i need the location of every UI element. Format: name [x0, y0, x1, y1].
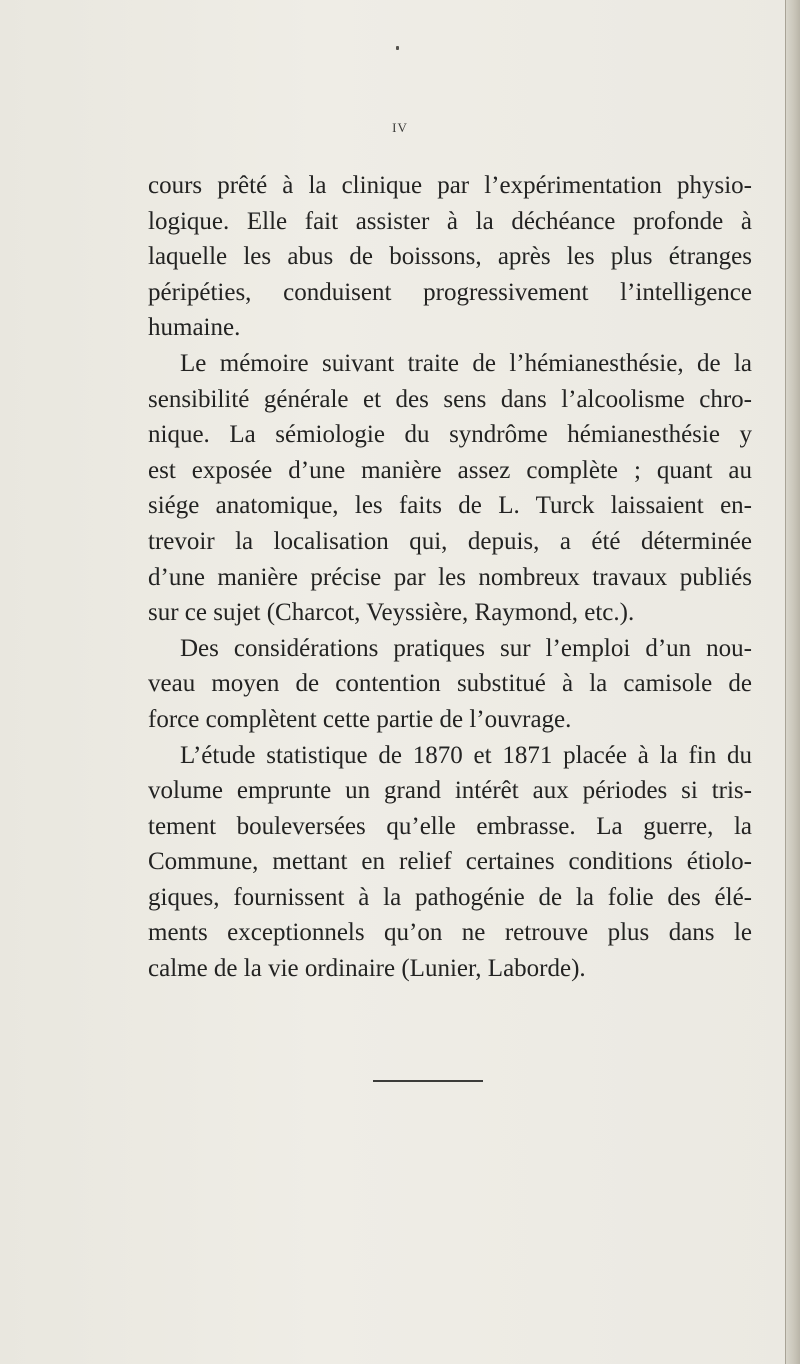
- ink-speck: [396, 46, 399, 50]
- text-line: volume emprunte un grand intérêt aux périodes si tris-: [148, 777, 752, 805]
- text-line: siége anatomique, les faits de L. Turck laissaient en-: [148, 492, 752, 520]
- page-edge: [785, 0, 800, 1364]
- section-rule: [373, 1080, 483, 1082]
- text-line: péripéties, conduisent progressivement l’intelligence: [148, 278, 752, 306]
- text-line: cours prêté à la clinique par l’expérimentation physio-: [148, 172, 752, 199]
- text-line: logique. Elle fait assister à la déchéance profonde à: [148, 207, 752, 235]
- text-line: d’une manière précise par les nombreux travaux publiés: [148, 563, 752, 591]
- page-number: IV: [392, 120, 408, 135]
- text-line: tement bouleversées qu’elle embrasse. La guerre, la: [148, 812, 752, 840]
- text-line: sensibilité générale et des sens dans l’alcoolisme chro-: [148, 385, 752, 413]
- text-line: force complètent cette partie de l’ouvrage.: [148, 705, 572, 733]
- text-line: calme de la vie ordinaire (Lunier, Laborde).: [148, 955, 586, 983]
- text-line: veau moyen de contention substitué à la camisole de: [148, 670, 752, 698]
- text-line: giques, fournissent à la pathogénie de la folie des élé-: [148, 883, 752, 911]
- text-line: humaine.: [148, 314, 241, 342]
- text-line: ments exceptionnels qu’on ne retrouve plus dans le: [148, 919, 752, 947]
- text-line: Des considérations pratiques sur l’emploi d’un nou-: [180, 634, 752, 662]
- text-line: L’étude statistique de 1870 et 1871 placée à la fin du: [180, 741, 752, 769]
- text-line: sur ce sujet (Charcot, Veyssière, Raymond, etc.).: [148, 599, 635, 627]
- text-line: est exposée d’une manière assez complète ; quant au: [148, 456, 752, 484]
- text-line: laquelle les abus de boissons, après les plus étranges: [148, 243, 752, 271]
- text-line: Le mémoire suivant traite de l’hémianesthésie, de la: [180, 349, 752, 377]
- text-line: nique. La sémiologie du syndrôme hémianesthésie y: [148, 421, 752, 449]
- text-line: Commune, mettant en relief certaines conditions étiolo-: [148, 848, 752, 876]
- body-text: [148, 168, 752, 987]
- text-line: trevoir la localisation qui, depuis, a été déterminée: [148, 527, 752, 555]
